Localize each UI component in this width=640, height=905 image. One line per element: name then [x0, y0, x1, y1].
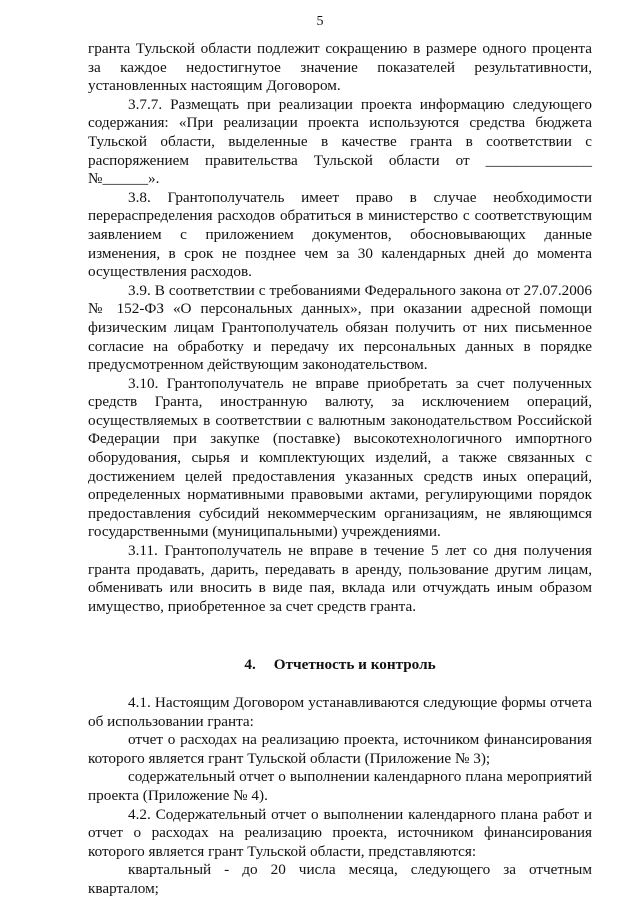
- section-number: 4.: [244, 656, 256, 674]
- paragraph-4-1: 4.1. Настоящим Договором устанавливаются следующие формы отчета об использовании гранта:: [88, 694, 592, 730]
- document-body: [88, 40, 592, 899]
- paragraph-expense-report: отчет о расходах на реализацию проекта, источником финансирования которого является грант Тульской области (Приложение № 3);: [88, 731, 592, 767]
- paragraph-content-report: содержательный отчет о выполнении календарного плана мероприятий проекта (Приложение № 4).: [88, 768, 592, 804]
- section-heading: [88, 656, 592, 675]
- paragraph-3-11: 3.11. Грантополучатель не вправе в течение 5 лет со дня получения гранта продавать, дарить, передавать в аренду, пользование другим лицам, обменивать или вносить в виде пая, вклада или отчуждать иным образом имущество, приобретенное за счет средств гранта.: [88, 542, 592, 615]
- section-title: Отчетность и контроль: [273, 656, 436, 674]
- paragraph-3-7-7: 3.7.7. Размещать при реализации проекта информацию следующего содержания: «При реализации проекта используются средства бюджета Тульской области, выделенные в качестве гранта в соответствии с распоряжением правительства Тульской области от ______________ №______».: [88, 95, 592, 188]
- paragraph-3-8: 3.8. Грантополучатель имеет право в случае необходимости перераспределения расходов обратиться в министерство с соответствующим заявлением с приложением документов, обосновывающих данные изменения, в срок не позднее чем за 30 календарных дней до момента осуществления расходов.: [88, 188, 592, 281]
- paragraph-quarterly: квартальный - до 20 числа месяца, следующего за отчетным кварталом;: [88, 861, 592, 897]
- paragraph-grant-reduction: гранта Тульской области подлежит сокращению в размере одного процента за каждое недостигнутое значение показателей результативности, установленных настоящим Договором.: [88, 40, 592, 95]
- paragraph-3-9: 3.9. В соответствии с требованиями Федерального закона от 27.07.2006 № 152-ФЗ «О персональных данных», при оказании адресной помощи физическим лицам Грантополучатель обязан получить от них письменное согласие на обработку и передачу их персональных данных в порядке предусмотренном действующим законодательством.: [88, 281, 592, 374]
- paragraph-3-10: 3.10. Грантополучатель не вправе приобретать за счет полученных средств Гранта, иностранную валюту, за исключением операций, осуществляемых в соответствии с валютным законодательством Российской Федерации при закупке (поставке) высокотехнологичного импортного оборудования, сырья и комплектующих изделий, а также связанных с достижением целей предоставления указанных средств иных операций, определенных нормативными правовыми актами, регулирующими порядок предоставления субсидий некоммерческим организациям, не являющимся государственными (муниципальными) учреждениями.: [88, 374, 592, 541]
- page-number: 5: [316, 14, 324, 29]
- paragraph-4-2: 4.2. Содержательный отчет о выполнении календарного плана работ и отчет о расходах на реализацию проекта, источником финансирования которого является грант Тульской области, представляются:: [88, 805, 592, 860]
